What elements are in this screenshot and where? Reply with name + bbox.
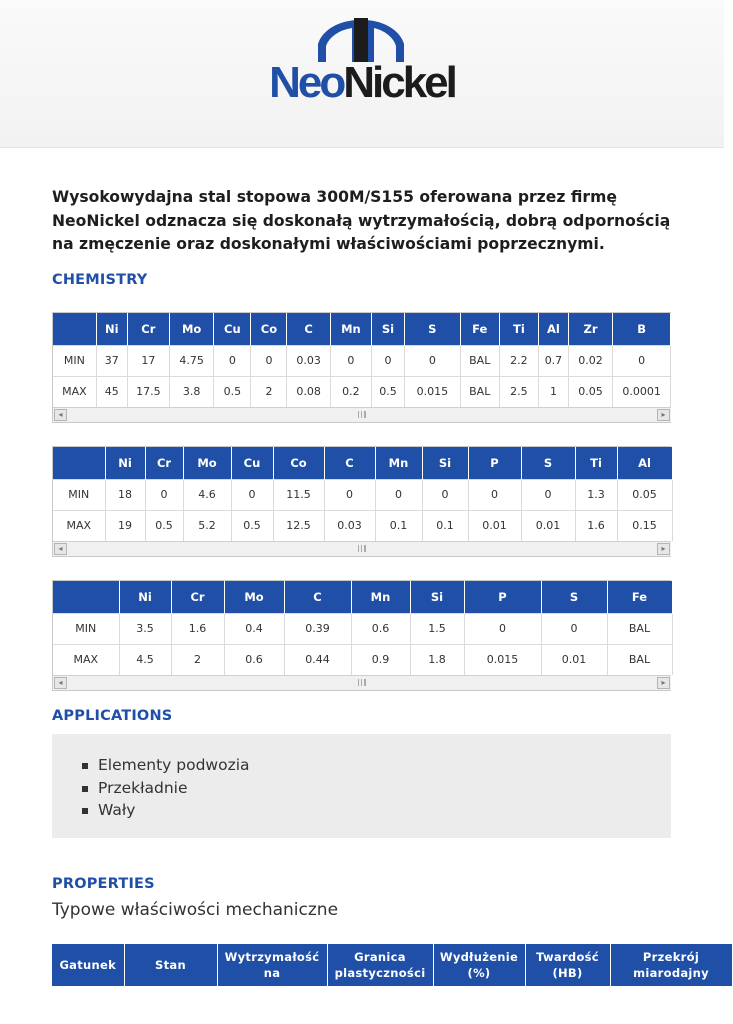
col-header-gatunek[interactable]: Gatunek	[52, 944, 124, 986]
table-cell: 1.6	[575, 510, 617, 541]
table-cell: 0	[541, 613, 607, 644]
table-cell: 0.15	[617, 510, 672, 541]
table-cell: 1.3	[575, 479, 617, 510]
table-cell: 0	[613, 345, 671, 376]
table-cell: 3.5	[119, 613, 171, 644]
table-cell: 5.2	[183, 510, 231, 541]
element-header-si: Si	[372, 313, 405, 345]
table-cell: 0.44	[284, 644, 351, 675]
table-cell: 1.8	[410, 644, 464, 675]
element-header-cu: Cu	[214, 313, 251, 345]
table-row	[53, 510, 672, 541]
table-row	[53, 613, 672, 644]
table-cell: 3.8	[169, 376, 213, 407]
scroll-grip-icon[interactable]	[358, 411, 366, 418]
table-cell: BAL	[607, 644, 672, 675]
col-header-wytrzymalosc[interactable]: Wytrzymałość na	[217, 944, 327, 986]
element-header-c: C	[324, 447, 375, 479]
neonickel-logo[interactable]	[262, 14, 462, 110]
element-header-al: Al	[617, 447, 672, 479]
table-cell: 17	[127, 345, 169, 376]
table-cell: 0.03	[324, 510, 375, 541]
element-header-mo: Mo	[224, 581, 284, 613]
table-cell: 0.2	[330, 376, 371, 407]
chemistry-heading: CHEMISTRY	[52, 272, 148, 288]
logo-wordmark	[262, 58, 462, 108]
table-cell: 0.4	[224, 613, 284, 644]
corner-header-cell	[53, 313, 96, 345]
table-cell: 0.01	[521, 510, 575, 541]
table-cell: 0.6	[224, 644, 284, 675]
row-label-cell: MIN	[53, 345, 96, 376]
table-cell: 2.5	[499, 376, 538, 407]
table-header-row	[53, 447, 672, 479]
element-header-s: S	[541, 581, 607, 613]
table-cell: 0.05	[617, 479, 672, 510]
col-header-twardosc[interactable]: Twardość (HB)	[525, 944, 610, 986]
site-header	[0, 0, 724, 148]
table-cell: BAL	[460, 345, 499, 376]
element-header-ni: Ni	[105, 447, 145, 479]
horizontal-scrollbar[interactable]	[53, 407, 671, 422]
element-header-s: S	[521, 447, 575, 479]
table-cell: 19	[105, 510, 145, 541]
table-cell: 0	[405, 345, 461, 376]
corner-header-cell	[53, 447, 105, 479]
table-cell: 0	[330, 345, 371, 376]
element-header-ti: Ti	[575, 447, 617, 479]
table-cell: 1.5	[410, 613, 464, 644]
table-cell: BAL	[607, 613, 672, 644]
element-header-ni: Ni	[119, 581, 171, 613]
table-cell: 0.03	[287, 345, 330, 376]
applications-list	[80, 754, 250, 822]
table-cell: 0	[324, 479, 375, 510]
table-cell: 0.7	[539, 345, 569, 376]
chemistry-table-2[interactable]	[52, 446, 671, 557]
properties-table[interactable]	[52, 944, 709, 986]
chemistry-table-3[interactable]	[52, 580, 671, 691]
scroll-right-arrow-icon[interactable]: ▸	[657, 677, 670, 689]
list-item: Wały	[80, 799, 250, 822]
scroll-grip-icon[interactable]	[358, 545, 366, 552]
chem-table	[53, 447, 673, 541]
element-header-si: Si	[422, 447, 468, 479]
applications-box	[52, 734, 671, 838]
element-header-c: C	[287, 313, 330, 345]
table-cell: 17.5	[127, 376, 169, 407]
logo-arch-icon	[312, 14, 408, 64]
table-cell: 0.08	[287, 376, 330, 407]
chem-table	[53, 313, 671, 407]
table-cell: 11.5	[273, 479, 324, 510]
table-cell: 37	[96, 345, 127, 376]
element-header-c: C	[284, 581, 351, 613]
table-row	[53, 644, 672, 675]
table-cell: 0.01	[468, 510, 521, 541]
element-header-cu: Cu	[231, 447, 273, 479]
table-cell: 0.5	[372, 376, 405, 407]
table-cell: 1.6	[171, 613, 224, 644]
table-row	[53, 479, 672, 510]
table-cell: 0.02	[568, 345, 612, 376]
table-cell: 0	[521, 479, 575, 510]
element-header-cr: Cr	[171, 581, 224, 613]
element-header-co: Co	[251, 313, 287, 345]
logo-neo-text: Neo	[269, 58, 344, 107]
table-cell: 0	[145, 479, 183, 510]
col-header-wydluzenie[interactable]: Wydłużenie (%)	[433, 944, 525, 986]
element-header-ti: Ti	[499, 313, 538, 345]
element-header-mn: Mn	[351, 581, 410, 613]
element-header-al: Al	[539, 313, 569, 345]
scroll-grip-icon[interactable]	[358, 679, 366, 686]
properties-heading: PROPERTIES	[52, 876, 155, 892]
table-header-row	[53, 581, 672, 613]
scroll-right-arrow-icon[interactable]: ▸	[657, 543, 670, 555]
element-header-cr: Cr	[145, 447, 183, 479]
scroll-right-arrow-icon[interactable]: ▸	[657, 409, 670, 421]
row-label-cell: MAX	[53, 376, 96, 407]
element-header-mn: Mn	[375, 447, 422, 479]
element-header-mo: Mo	[183, 447, 231, 479]
table-cell: 0	[468, 479, 521, 510]
table-cell: 0.39	[284, 613, 351, 644]
row-label-cell: MAX	[53, 644, 119, 675]
table-header-row	[53, 313, 671, 345]
table-cell: 0	[464, 613, 541, 644]
element-header-fe: Fe	[607, 581, 672, 613]
element-header-s: S	[405, 313, 461, 345]
table-cell: 0.05	[568, 376, 612, 407]
table-cell: 0	[372, 345, 405, 376]
logo-nickel-text: Nickel	[343, 58, 455, 107]
element-header-mo: Mo	[169, 313, 213, 345]
table-header-row	[52, 944, 732, 986]
table-cell: 12.5	[273, 510, 324, 541]
element-header-p: P	[464, 581, 541, 613]
table-row	[53, 345, 671, 376]
row-label-cell: MAX	[53, 510, 105, 541]
element-header-zr: Zr	[568, 313, 612, 345]
row-label-cell: MIN	[53, 613, 119, 644]
table-cell: 2	[171, 644, 224, 675]
table-cell: 0.9	[351, 644, 410, 675]
corner-header-cell	[53, 581, 119, 613]
chemistry-table-1[interactable]	[52, 312, 671, 423]
table-cell: 4.6	[183, 479, 231, 510]
col-header-przekroj[interactable]: Przekrój miarodajny	[610, 944, 732, 986]
list-item: Elementy podwozia	[80, 754, 250, 777]
table-cell: 4.75	[169, 345, 213, 376]
table-cell: 0.015	[464, 644, 541, 675]
table-cell: 4.5	[119, 644, 171, 675]
scroll-left-arrow-icon[interactable]: ◂	[54, 409, 67, 421]
col-header-stan[interactable]: Stan	[124, 944, 217, 986]
element-header-fe: Fe	[460, 313, 499, 345]
props-table	[52, 944, 733, 986]
list-item: Przekładnie	[80, 777, 250, 800]
table-cell: 0.5	[231, 510, 273, 541]
table-cell: 1	[539, 376, 569, 407]
table-cell: 0.6	[351, 613, 410, 644]
table-cell: 2	[251, 376, 287, 407]
table-cell: 0	[251, 345, 287, 376]
element-header-b: B	[613, 313, 671, 345]
col-header-granica[interactable]: Granica plastyczności	[327, 944, 433, 986]
table-cell: 0	[375, 479, 422, 510]
table-cell: 0.0001	[613, 376, 671, 407]
element-header-si: Si	[410, 581, 464, 613]
element-header-mn: Mn	[330, 313, 371, 345]
element-header-p: P	[468, 447, 521, 479]
table-cell: 0.1	[422, 510, 468, 541]
table-cell: 0.01	[541, 644, 607, 675]
table-cell: BAL	[460, 376, 499, 407]
element-header-co: Co	[273, 447, 324, 479]
element-header-cr: Cr	[127, 313, 169, 345]
table-cell: 0	[231, 479, 273, 510]
scroll-left-arrow-icon[interactable]: ◂	[54, 677, 67, 689]
table-row	[53, 376, 671, 407]
horizontal-scrollbar[interactable]	[53, 541, 671, 556]
table-cell: 0	[214, 345, 251, 376]
table-cell: 0	[422, 479, 468, 510]
scroll-left-arrow-icon[interactable]: ◂	[54, 543, 67, 555]
properties-subtitle: Typowe właściwości mechaniczne	[52, 900, 339, 920]
table-cell: 2.2	[499, 345, 538, 376]
table-cell: 45	[96, 376, 127, 407]
horizontal-scrollbar[interactable]	[53, 675, 671, 690]
applications-heading: APPLICATIONS	[52, 708, 173, 724]
intro-paragraph: Wysokowydajna stal stopowa 300M/S155 oferowana przez firmę NeoNickel odznacza się doskonałą wytrzymałością, dobrą odpornością na zmęczenie oraz doskonałymi właściwościami poprzecznymi.	[52, 188, 671, 253]
table-cell: 0.5	[145, 510, 183, 541]
table-cell: 0.1	[375, 510, 422, 541]
table-cell: 18	[105, 479, 145, 510]
table-cell: 0.015	[405, 376, 461, 407]
chem-table	[53, 581, 673, 675]
element-header-ni: Ni	[96, 313, 127, 345]
table-cell: 0.5	[214, 376, 251, 407]
row-label-cell: MIN	[53, 479, 105, 510]
